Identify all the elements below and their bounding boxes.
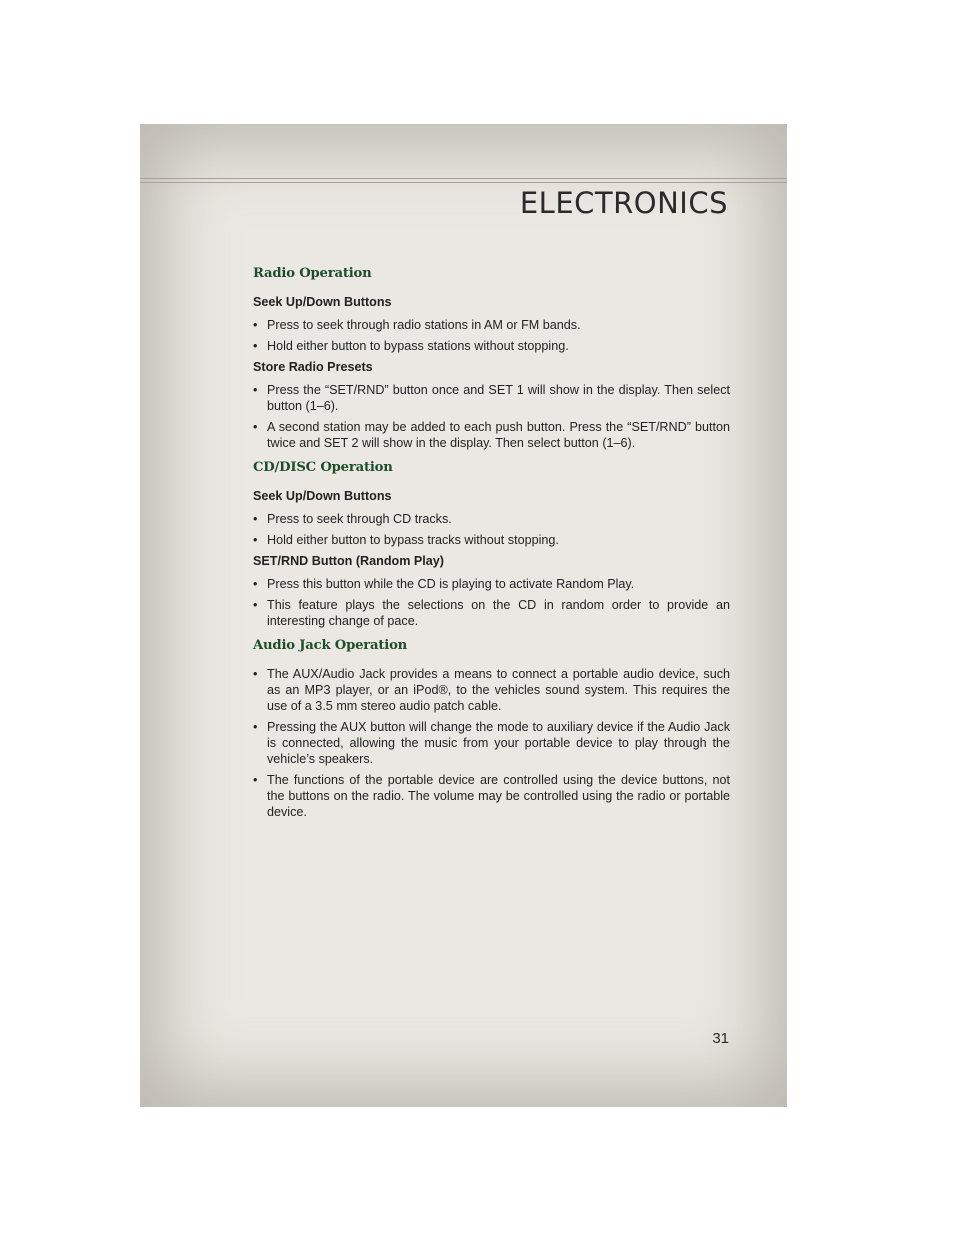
- section-title: ELECTRONICS: [519, 186, 728, 220]
- list-item: • Hold either button to bypass tracks without stopping.: [253, 532, 730, 548]
- bullet-list: [253, 576, 730, 629]
- subsection-heading: Seek Up/Down Buttons: [253, 295, 392, 309]
- header-rule-top: [140, 178, 787, 179]
- bullet-list: [253, 666, 730, 820]
- list-item: • Press to seek through radio stations in AM or FM bands.: [253, 317, 730, 333]
- page-number: 31: [712, 1030, 729, 1047]
- section-heading: Radio Operation: [253, 266, 372, 281]
- header-rule-bottom: [140, 182, 787, 183]
- subsection-heading: Seek Up/Down Buttons: [253, 489, 392, 503]
- list-item: • Press to seek through CD tracks.: [253, 511, 730, 527]
- subsection-heading: Store Radio Presets: [253, 360, 373, 374]
- list-item: • Pressing the AUX button will change the mode to auxiliary device if the Audio Jack is connected, allowing the music from your portable device to play through the vehicle’s speakers.: [253, 719, 730, 767]
- list-item: • The functions of the portable device are controlled using the device buttons, not the buttons on the radio. The volume may be controlled using the radio or portable device.: [253, 772, 730, 820]
- subsection-heading: SET/RND Button (Random Play): [253, 554, 445, 568]
- subsection-random-play: [253, 553, 730, 629]
- subsection-seek-buttons: [253, 294, 730, 354]
- section-heading: Audio Jack Operation: [253, 638, 408, 653]
- list-item: • Press the “SET/RND” button once and SET 1 will show in the display. Then select button (1–6).: [253, 382, 730, 414]
- list-item: • Hold either button to bypass stations without stopping.: [253, 338, 730, 354]
- section-heading: CD/DISC Operation: [253, 460, 393, 475]
- subsection-store-presets: [253, 359, 730, 451]
- bullet-list: [253, 317, 730, 354]
- bullet-list: [253, 382, 730, 451]
- list-item: • The AUX/Audio Jack provides a means to connect a portable audio device, such as an MP3 player, or an iPod®, to the vehicles sound system. This requires the use of a 3.5 mm stereo audio patch cable.: [253, 666, 730, 714]
- bullet-list: [253, 511, 730, 548]
- section-radio-operation: [253, 266, 730, 451]
- page-content: [253, 266, 730, 825]
- list-item: • This feature plays the selections on the CD in random order to provide an interesting change of pace.: [253, 597, 730, 629]
- list-item: • A second station may be added to each push button. Press the “SET/RND” button twice and SET 2 will show in the display. Then select button (1–6).: [253, 419, 730, 451]
- section-cd-disc-operation: [253, 460, 730, 629]
- section-audio-jack-operation: [253, 638, 730, 820]
- subsection-seek-buttons: [253, 488, 730, 548]
- list-item: • Press this button while the CD is playing to activate Random Play.: [253, 576, 730, 592]
